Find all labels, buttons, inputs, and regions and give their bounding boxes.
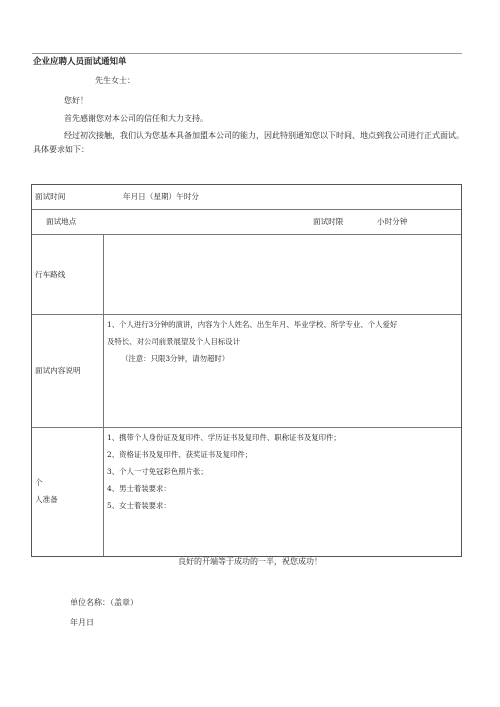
prep-label-line2: 人准备 [35, 495, 58, 504]
prep-line: 4、男士着装要求： [107, 484, 171, 493]
prep-line: 2、资格证书及复印件、获奖证书及复印件； [107, 450, 253, 459]
column-divider [103, 234, 104, 556]
duration-label: 面试时限 [313, 217, 344, 226]
content-line: 及特长、对公司前景展望及个人目标设计 [107, 337, 241, 346]
duration-value: 小时分钟 [377, 217, 408, 226]
intro-paragraph: 经过初次接触，我们认为您基本具备加盟本公司的能力，因此特别通知您以下时间、地点到我公司进行正式面试。具体要求如下： [33, 131, 464, 154]
time-value: 年月日（星期）午时分 [123, 192, 199, 201]
row-divider [32, 209, 461, 210]
row-divider [32, 234, 461, 235]
date-line: 年月日 [70, 618, 94, 627]
content-line: （注意：只限3分钟，请勿超时） [121, 354, 230, 363]
salutation: 先生女士： [95, 76, 135, 85]
prep-line: 1、携带个人身份证及复印件、学历证书及复印件、职称证书及复印件； [107, 433, 341, 442]
row-divider [32, 314, 461, 315]
content-label: 面试内容说明 [35, 366, 81, 375]
header-rule [32, 53, 462, 54]
thanks-paragraph: 首先感谢您对本公司的信任和大力支持。 [64, 114, 208, 123]
row-divider [32, 427, 461, 428]
prep-line: 3、个人一寸免冠彩色照片张； [107, 467, 208, 476]
prep-label-line1: 个 [35, 478, 43, 487]
interview-table [31, 184, 462, 557]
unit-name: 单位名称：（盖章） [70, 598, 138, 607]
prep-line: 5、女士着装要求： [107, 501, 171, 510]
content-line: 1、个人进行3分钟的演讲，内容为个人姓名、出生年月、毕业学校、所学专业、个人爱好 [107, 320, 398, 329]
closing-line: 良好的开端等于成功的一半，祝您成功！ [178, 557, 322, 566]
greeting: 您好！ [64, 96, 88, 105]
time-label: 面试时间 [35, 192, 66, 201]
place-label: 面试地点 [46, 217, 77, 226]
route-label: 行车路线 [35, 270, 66, 279]
document-title: 企业应聘人员面试通知单 [33, 57, 127, 67]
